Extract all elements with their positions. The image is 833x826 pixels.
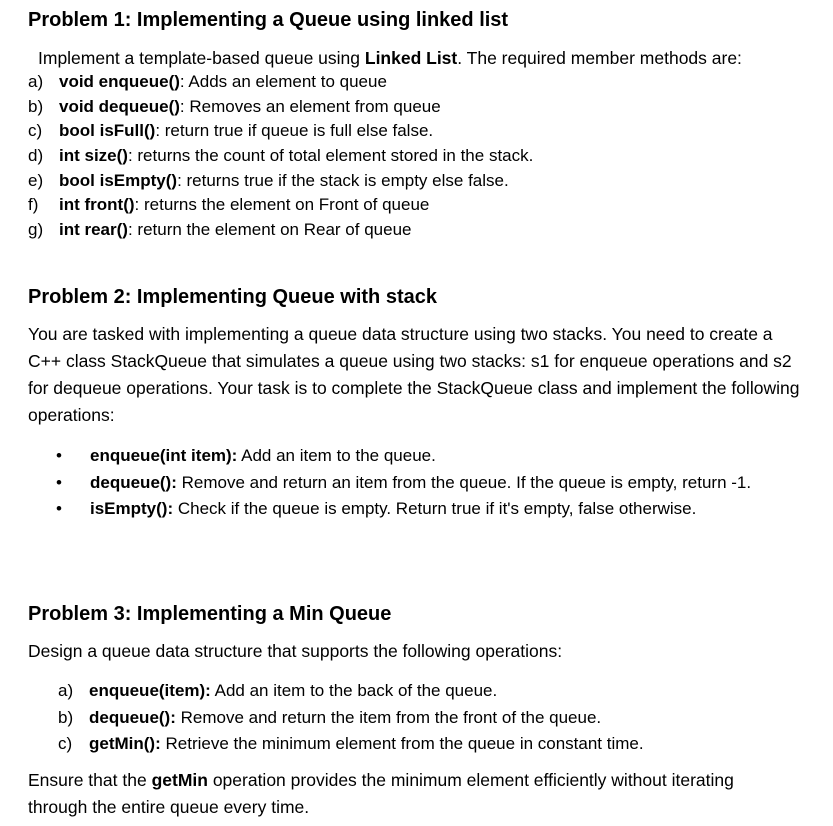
problem-2-paragraph: You are tasked with implementing a queue data structure using two stacks. You need to create a C++ class StackQueue that simulates a queue using two stacks: s1 for enqueue operations and s2 for dequeue operations. Your task is to complete the StackQueue class and implement the following operations: (28, 324, 800, 425)
problem-2-title: Problem 2: Implementing Queue with stack (28, 286, 437, 308)
problem-3-title: Problem 3: Implementing a Min Queue (28, 603, 392, 625)
problem-1-intro: Implement a template-based queue using Linked List. The required member methods are: (38, 48, 742, 68)
bullet-icon: • (56, 472, 62, 492)
list-item: • enqueue(int item): Add an item to the queue. (56, 443, 790, 470)
problem-2-operation-list (56, 443, 790, 523)
problem-3-intro: Design a queue data structure that supports the following operations: (28, 641, 563, 661)
problem-1-title: Problem 1: Implementing a Queue using linked list (28, 9, 509, 31)
list-item: • dequeue(): Remove and return an item from the queue. If the queue is empty, return -1. (56, 470, 790, 497)
list-item: • isEmpty(): Check if the queue is empty. Return true if it's empty, false otherwise. (56, 496, 790, 523)
bullet-icon: • (56, 499, 62, 518)
bullet-icon: • (56, 446, 62, 465)
problem-3-closing: Ensure that the getMin operation provides the minimum element efficiently without iterating through the entire queue every time. (28, 770, 734, 817)
